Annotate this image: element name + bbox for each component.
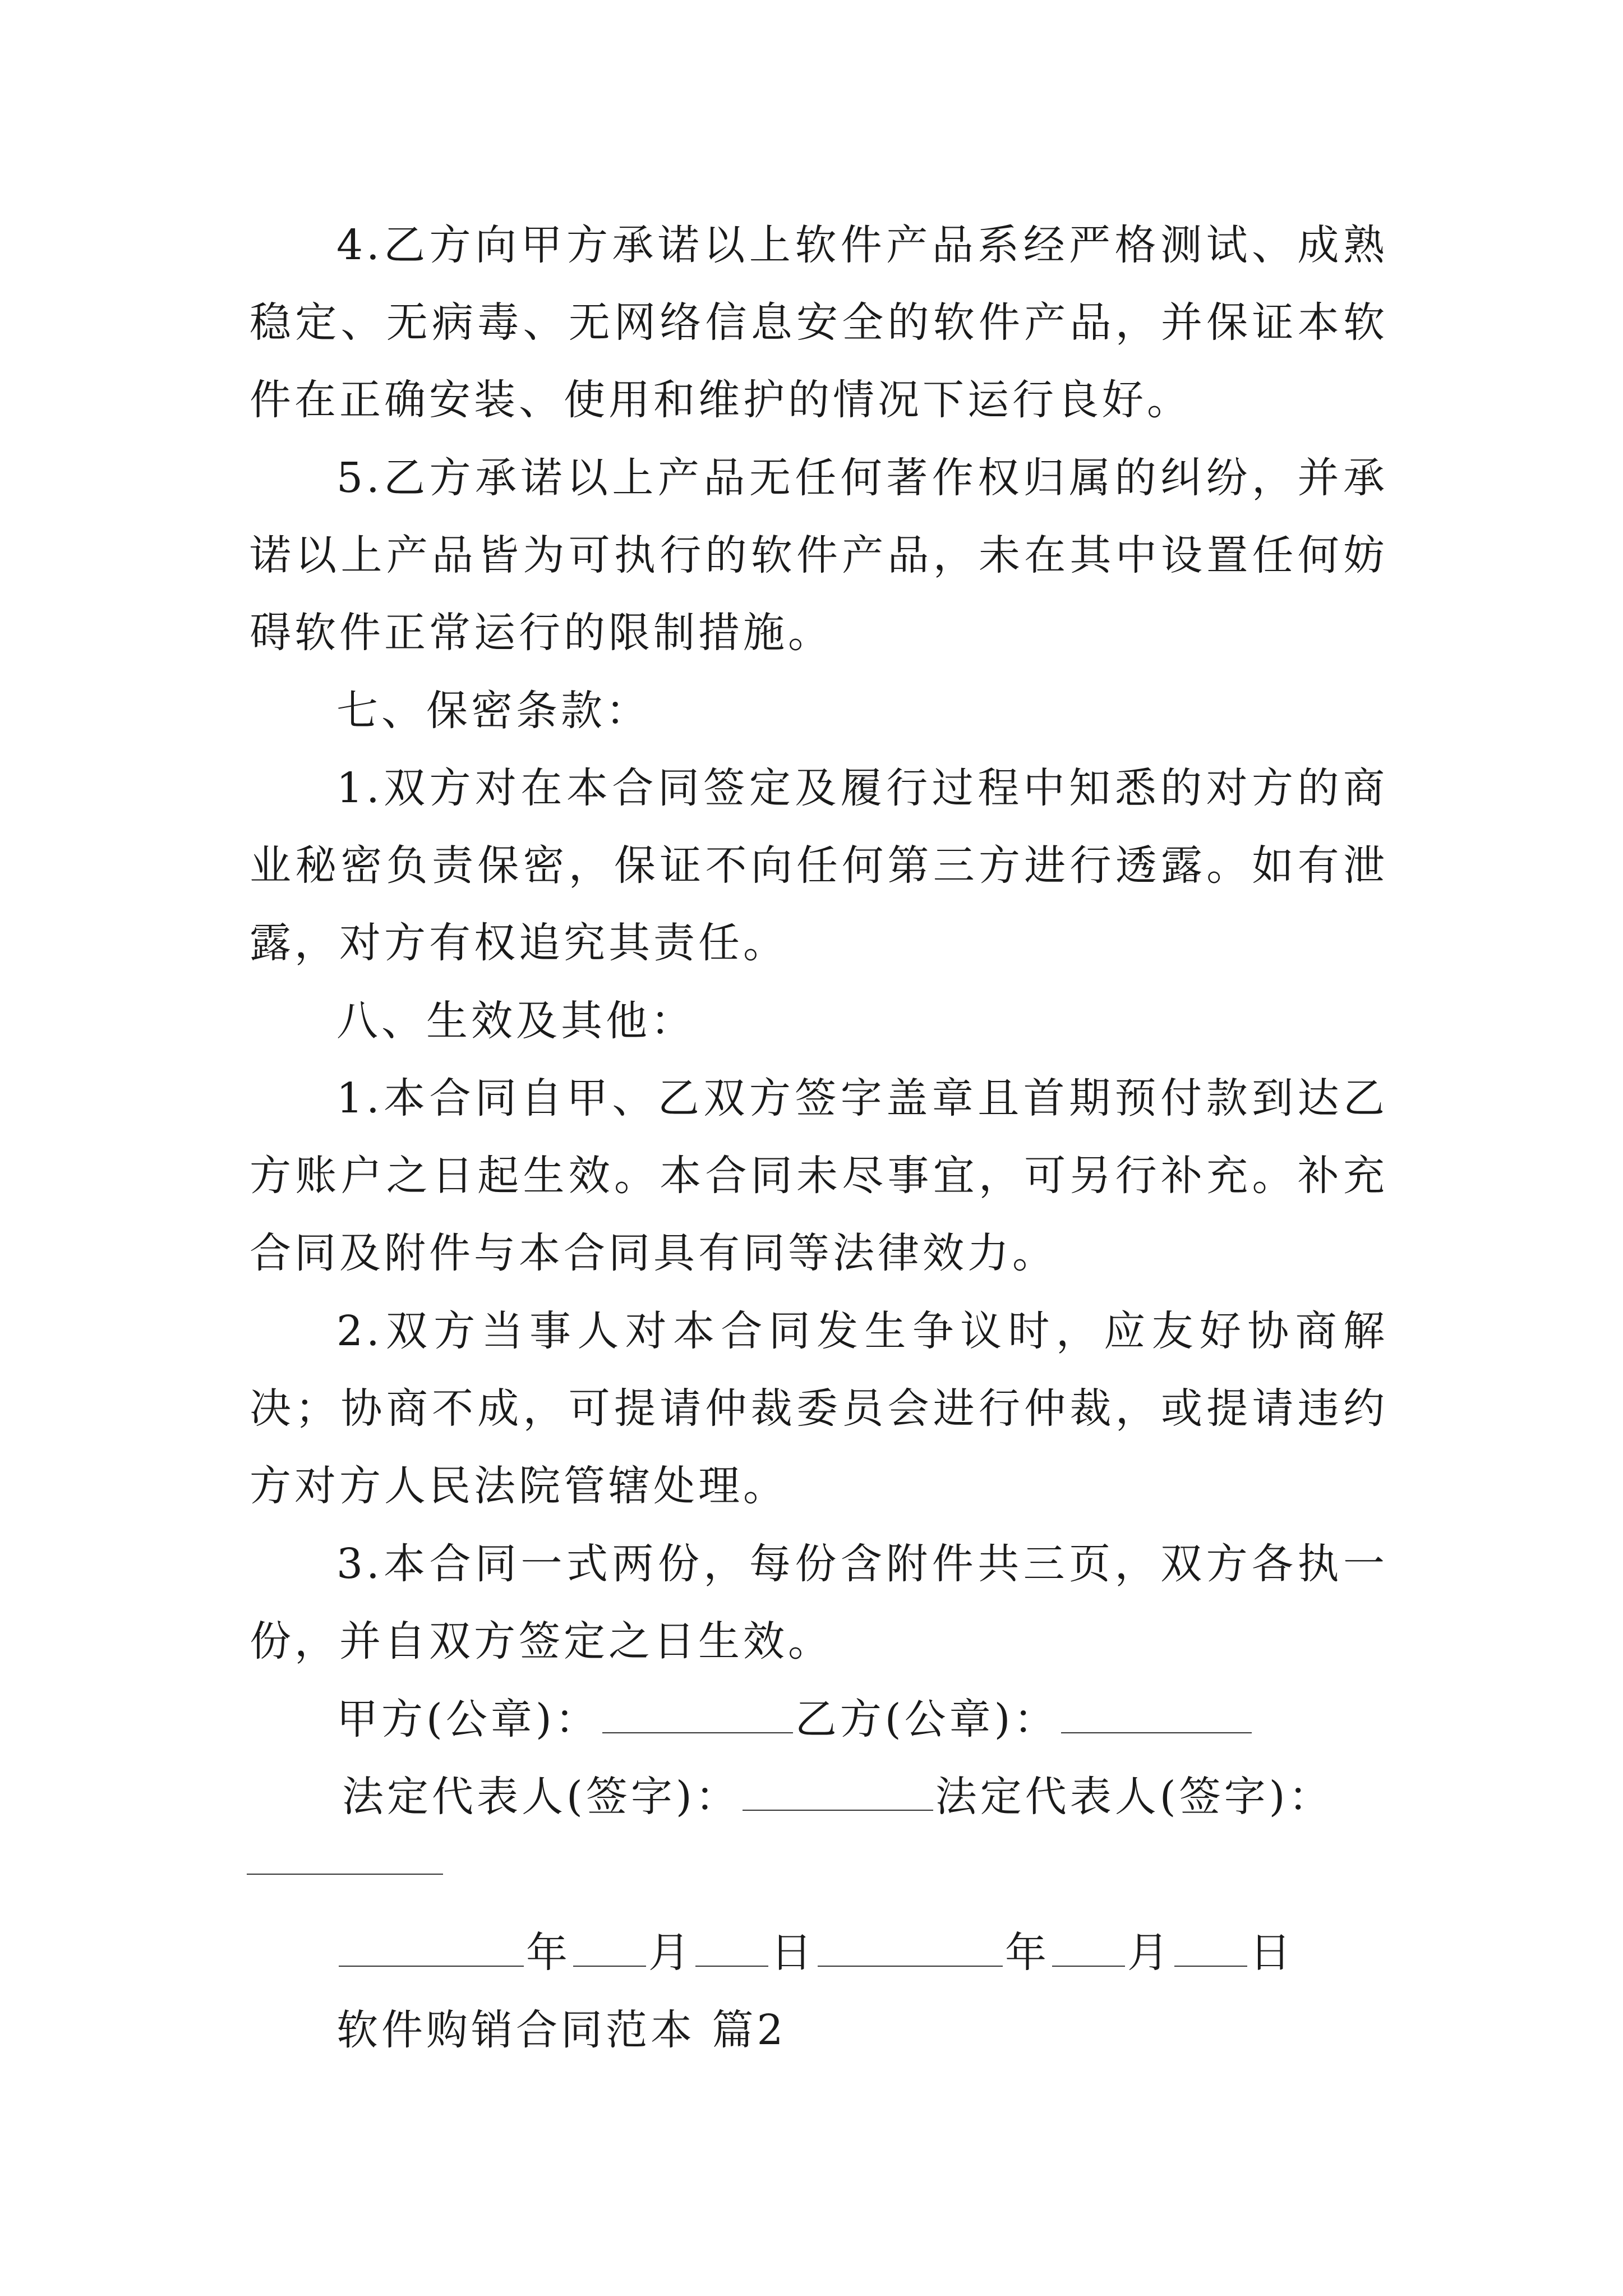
date-b-year: 年	[1005, 1929, 1050, 1977]
date-b-month: 月	[1127, 1929, 1172, 1977]
date-a-month-blank	[573, 1926, 646, 1967]
party-b-seal-label: 乙方(公章)：	[795, 1695, 1059, 1743]
party-a-seal-blank	[602, 1693, 793, 1733]
rep-b-blank	[247, 1874, 443, 1875]
date-a-month: 月	[648, 1929, 693, 1977]
date-b-day-blank	[1174, 1926, 1247, 1967]
rep-a-label: 法定代表人(签字)：	[342, 1773, 740, 1821]
date-b-month-blank	[1052, 1926, 1125, 1967]
rep-b-label: 法定代表人(签字)：	[935, 1773, 1334, 1821]
party-b-seal-blank	[1061, 1693, 1252, 1733]
clause7-heading: 七、保密条款：	[336, 687, 651, 735]
date-line	[336, 1914, 1294, 1991]
clause6-item4: 4.乙方向甲方承诺以上软件产品系经严格测试、成熟稳定、无病毒、无网络信息安全的软件产品，并保证本软件在正确安装、使用和维护的情况下运行良好。	[250, 221, 1388, 424]
date-b-year-blank	[818, 1926, 1003, 1967]
clause6-item5: 5.乙方承诺以上产品无任何著作权归属的纠纷，并承诺以上产品皆为可执行的软件产品，未在其中设置任何妨碍软件正常运行的限制措施。	[250, 454, 1388, 657]
clause8-item1: 1.本合同自甲、乙双方签字盖章且首期预付款到达乙方账户之日起生效。本合同未尽事宜，可另行补充。补充合同及附件与本合同具有同等法律效力。	[250, 1074, 1388, 1277]
clause7-item1: 1.双方对在本合同签定及履行过程中知悉的对方的商业秘密负责保密，保证不向任何第三方进行透露。如有泄露，对方有权追究其责任。	[250, 764, 1388, 967]
seal-line	[336, 1681, 1254, 1758]
date-a-year: 年	[526, 1929, 571, 1977]
clause8-heading: 八、生效及其他：	[336, 997, 695, 1045]
date-a-day: 日	[771, 1929, 815, 1977]
date-a-year-blank	[339, 1926, 524, 1967]
clause8-item3: 3.本合同一式两份，每份含附件共三页，双方各执一份，并自双方签定之日生效。	[250, 1540, 1388, 1665]
party-a-seal-label: 甲方(公章)：	[336, 1695, 600, 1743]
clause8-item2: 2.双方当事人对本合同发生争议时，应友好协商解决；协商不成，可提请仲裁委员会进行仲裁，或提请违约方对方人民法院管辖处理。	[250, 1307, 1388, 1510]
date-a-day-blank	[695, 1926, 768, 1967]
next-section-title: 软件购销合同范本 篇2	[336, 2006, 787, 2054]
rep-a-blank	[743, 1770, 933, 1811]
representative-line	[342, 1758, 1334, 1835]
date-b-day: 日	[1249, 1929, 1294, 1977]
